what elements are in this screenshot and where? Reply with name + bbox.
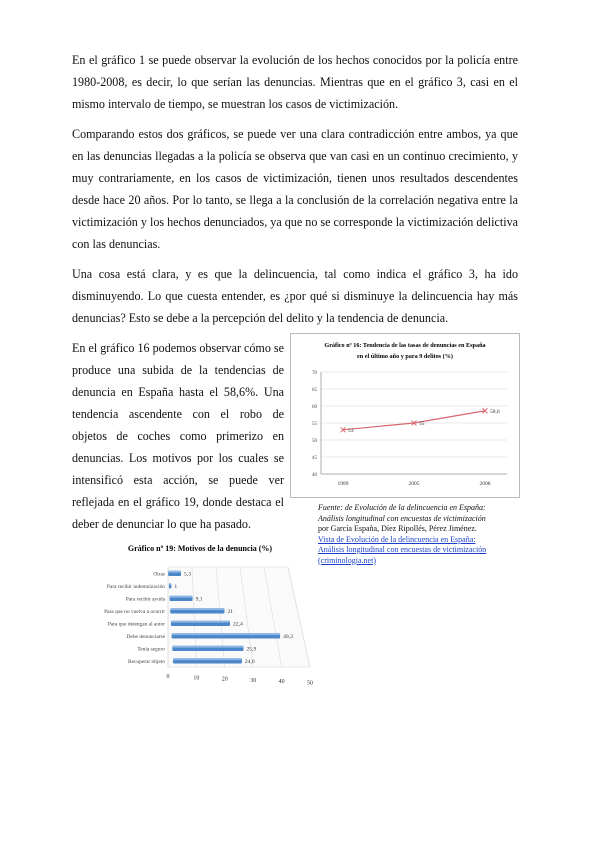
chart-16-ytick-label: 45: [312, 456, 317, 461]
source-link-1[interactable]: Vista de Evolución de la delincuencia en España:: [318, 534, 476, 544]
chart-19-bar-highlight: [172, 633, 280, 635]
chart-19-category-label: Otras: [153, 571, 165, 578]
chart-19-data-label: 25,9: [246, 646, 257, 653]
chart-19-category-label: Para recibir ayuda: [125, 596, 165, 603]
chart-19-data-label: 21: [227, 609, 234, 615]
chart-16-xtick-label: 2005: [408, 481, 420, 487]
caption-line-3: por García España, Díez Ripollés, Pérez Jiménez.: [318, 524, 477, 533]
chart-16-data-label: 58,6: [490, 408, 500, 415]
chart-19-category-label: Para que no vuelva a ocurrir: [104, 609, 165, 615]
chart-19-xtick-label: 10: [193, 675, 200, 682]
chart-19-bar-highlight: [173, 658, 242, 660]
chart-19-xtick-label: 30: [250, 677, 257, 684]
caption-line-1: Fuente: de Evolución de la delincuencia en España:: [318, 503, 486, 512]
chart-19-data-label: 24,6: [244, 659, 255, 665]
chart-16-line: [290, 333, 520, 498]
chart-19-bar-highlight: [172, 646, 243, 648]
chart-19-bar-highlight: [170, 608, 224, 610]
chart-16-xtick-label: 2008: [479, 481, 491, 487]
chart-16-ytick-label: 70: [312, 371, 317, 376]
chart-16-subtitle: en el último año y para 9 delitos (%): [357, 353, 453, 360]
paragraph-4: En el gráfico 16 podemos observar cómo se produce una subida de la tendencias de denuncia en España hasta el 58,6%. Una tendencia ascendente con el robo de objetos de coches como primerizo en denuncias. Los motivos por los cuales se intensificó esta acción, se puede ver reflejada en el gráfico 19, donde destaca el deber de denunciar lo que ha pasado.: [72, 341, 284, 531]
chart-16-ytick-label: 55: [312, 422, 317, 427]
chart-16-ytick-label: 40: [312, 473, 317, 478]
chart-16-svg: [291, 334, 519, 497]
chart-19-xtick-label: 40: [278, 679, 285, 686]
chart-19-category-label: Para que detengan al autor: [107, 621, 165, 628]
chart-19-bar: [104, 533, 326, 687]
paragraph-1: En el gráfico 1 se puede observar la evolución de los hechos conocidos por la policía entre 1980-2008, es decir, lo que serían las denuncias. Mientras que en el gráfico 3, casi en el mismo intervalo de tiempo, se muestran los casos de victimización.: [72, 53, 518, 111]
chart-19-bar-highlight: [170, 596, 193, 598]
chart-19-category-label: Para recibir indemnización: [106, 584, 165, 590]
chart-19-data-label: 9,1: [195, 596, 203, 603]
chart-19-bar-highlight: [171, 621, 230, 623]
chart-16-ytick-label: 50: [312, 439, 317, 444]
chart-19-svg: [104, 533, 326, 687]
chart-19-xtick-label: 50: [307, 680, 313, 687]
caption-line-2: Análisis longitudinal con encuestas de victimización: [318, 513, 486, 523]
chart-16-ytick-label: 65: [312, 388, 317, 393]
chart-16-data-label: 55: [419, 421, 425, 427]
chart-19-title: Gráfico nº 19: Motivos de la denuncia (%): [127, 544, 273, 553]
chart-19-category-label: Recuperar objeto: [128, 659, 165, 665]
chart-19-bar-highlight: [168, 571, 181, 573]
source-link-3[interactable]: (criminologia.net): [318, 555, 376, 565]
chart-19-bar-highlight: [169, 583, 171, 585]
chart-19-xtick-label: 20: [221, 676, 228, 683]
chart-16-ytick-label: 60: [312, 405, 317, 410]
chart-19-plot-area: [168, 567, 310, 667]
chart-16-title: Gráfico nº 16: Tendencia de las tasas de denuncias en España: [324, 342, 486, 349]
chart-16-data-label: 53: [348, 427, 354, 434]
chart-19-data-label: 5,3: [184, 571, 192, 578]
chart-19-category-label: Tenía seguro: [137, 646, 165, 653]
source-link-2[interactable]: Análisis longitudinal con encuestas de victimización: [318, 545, 487, 554]
chart-19-xtick-label: 0: [166, 674, 170, 680]
chart-19-data-label: 22,4: [233, 621, 243, 628]
chart-19-data-label: 1: [174, 584, 178, 590]
chart-19-data-label: 40,3: [283, 634, 293, 640]
chart-16-series-line: [343, 411, 485, 430]
paragraph-2: Comparando estos dos gráficos, se puede ver una clara contradicción entre ambos, ya que en las denuncias llegadas a la policía se observa que van casi en un continuo crecimiento, y muy contrariamente, en los casos de victimización, tienen unos resultados descendentes desde hace 20 años. Por lo tanto, se llega a la conclusión de la correlación negativa entre la victimización y los hechos denunciados, ya que no se corresponde la victimización delictiva con las denuncias.: [72, 127, 518, 251]
chart-16-caption: [318, 503, 528, 566]
chart-16-xtick-label: 1989: [337, 481, 349, 487]
paragraph-3: Una cosa está clara, y es que la delincuencia, tal como indica el gráfico 3, ha ido disminuyendo. Lo que cuesta entender, es ¿por qué si disminuye la delincuencia hay más denuncias? Esto se debe a la percepción del delito y la tendencia de denuncia.: [72, 267, 518, 325]
chart-19-category-label: Debe denunciarse: [126, 634, 165, 640]
